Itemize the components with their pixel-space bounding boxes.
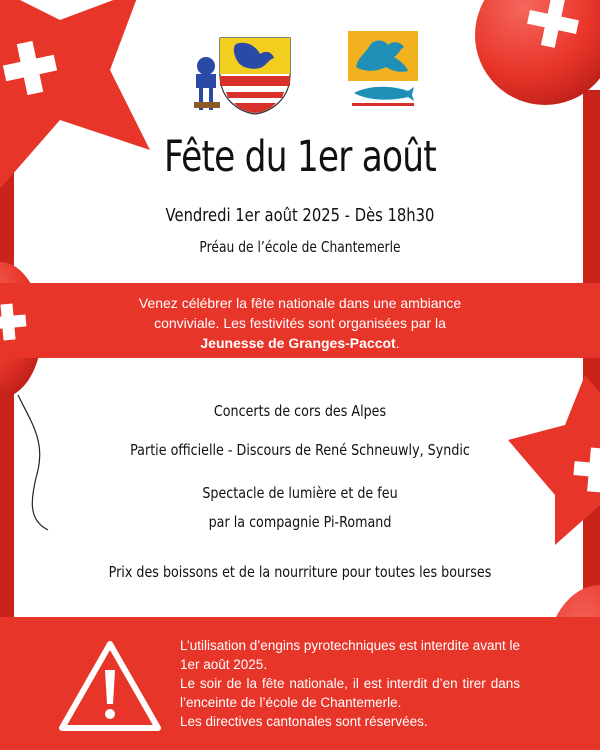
warning-paragraph: Le soir de la fête nationale, il est interdit d’en tirer dans l’enceinte de l’école de Chantemerle.: [180, 676, 520, 710]
warning-text: [180, 636, 520, 731]
page-title: Fête du 1er août: [164, 132, 436, 182]
warning-triangle-icon: [58, 640, 162, 732]
organizer-suffix: .: [395, 335, 400, 351]
intro-organizer-line: [100, 333, 500, 353]
warning-paragraph: L’utilisation d’engins pyrotechniques est interdite avant le 1er août 2025.: [180, 638, 520, 672]
program-item: par la compagnie Pi-Romand: [208, 513, 392, 531]
granges-paccot-coat-of-arms: [190, 30, 300, 115]
balloon-string: [18, 395, 48, 530]
event-date-time: Vendredi 1er août 2025 - Dès 18h30: [165, 205, 435, 226]
canton-coat-of-arms: [348, 31, 418, 109]
organizer-name: Jeunesse de Granges-Paccot: [200, 335, 396, 351]
program-item: Spectacle de lumière et de feu: [202, 484, 398, 502]
event-venue: Préau de l’école de Chantemerle: [199, 238, 401, 256]
intro-line: Venez célébrer la fête nationale dans une ambiance: [138, 295, 462, 311]
program-item: Concerts de cors des Alpes: [213, 402, 387, 420]
program-item: Prix des boissons et de la nourriture pour toutes les bourses: [108, 563, 492, 581]
intro-line: conviviale. Les festivités sont organisées par la: [154, 315, 446, 331]
program-item: Partie officielle - Discours de René Schneuwly, Syndic: [130, 441, 470, 459]
top-right-balloon: [475, 0, 600, 105]
warning-paragraph: Les directives cantonales sont réservées.: [180, 714, 428, 729]
intro-text: [100, 293, 500, 353]
